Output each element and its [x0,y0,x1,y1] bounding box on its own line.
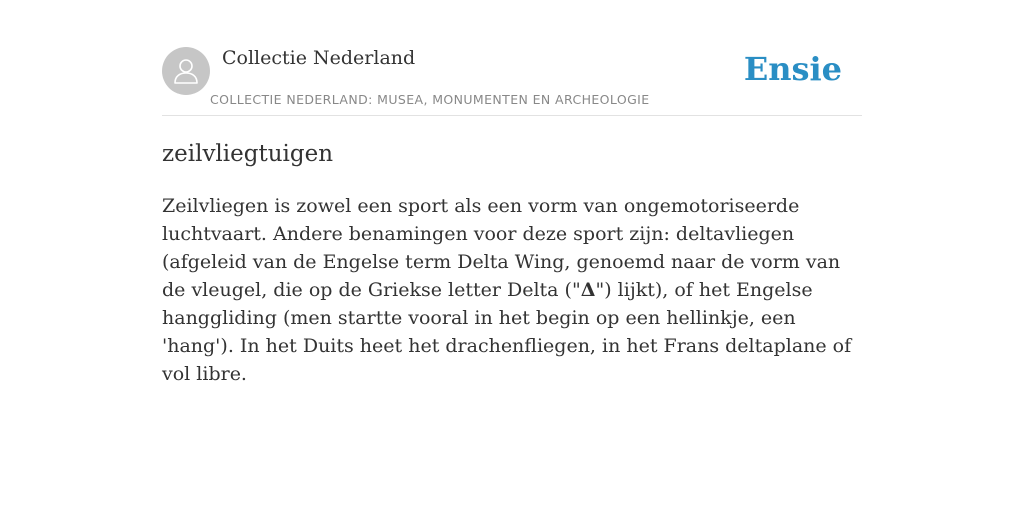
article-title: zeilvliegtuigen [162,141,334,167]
avatar[interactable] [162,47,210,95]
ensie-logo[interactable]: Ensie [743,50,842,88]
source-header [162,40,862,116]
article-body-text-1: Zeilvliegen is zowel een sport als een vorm van ongemotoriseerde luchtvaart. Andere benamingen voor deze sport zijn: deltavliegen (afgeleid van de Engelse term Delta Wing, genoemd naar de vorm van de vleugel, die op de Griekse letter Delta (" [162,195,841,301]
user-icon [171,56,201,86]
article-body [162,192,862,388]
article-body-text-2: ") lijkt), of het Engelse hanggliding (men startte vooral in het begin op een hellinkje, een 'hang'). In het Duits heet het drachenfliegen, in het Frans deltaplane of vol libre. [162,279,852,385]
source-name[interactable]: Collectie Nederland [222,47,416,69]
source-subtitle[interactable]: COLLECTIE NEDERLAND: MUSEA, MONUMENTEN EN ARCHEOLOGIE [210,92,650,107]
delta-symbol: Δ [580,279,596,301]
